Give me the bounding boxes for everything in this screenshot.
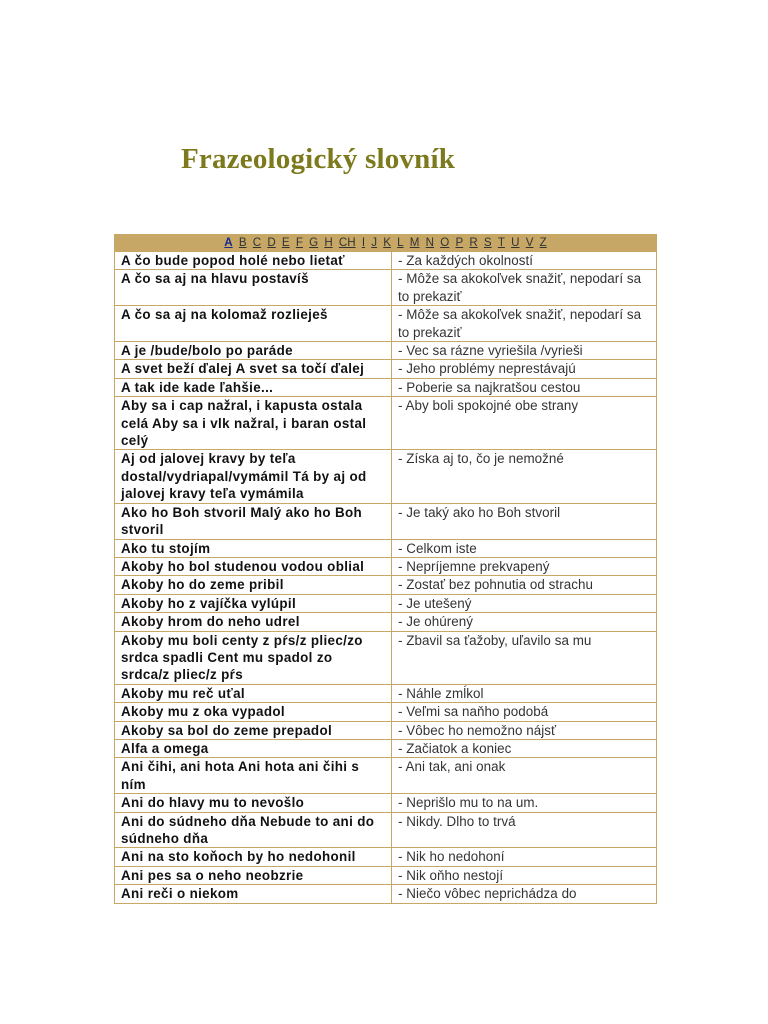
- phrase-cell: A tak ide kade ľahšie...: [115, 378, 392, 396]
- letter-link-ch[interactable]: CH: [338, 236, 356, 249]
- letter-link-l[interactable]: L: [397, 236, 404, 249]
- letter-link-c[interactable]: C: [252, 236, 262, 249]
- meaning-cell: - Vôbec ho nemožno nájsť: [392, 721, 657, 739]
- phrase-cell: Akoby ho bol studenou vodou oblial: [115, 557, 392, 575]
- table-row: [115, 594, 657, 612]
- table-row: [115, 739, 657, 757]
- phrase-cell: Alfa a omega: [115, 739, 392, 757]
- letter-link-p[interactable]: P: [455, 236, 464, 249]
- letter-link-n[interactable]: N: [425, 236, 435, 249]
- table-row: [115, 794, 657, 812]
- letter-link-u[interactable]: U: [511, 236, 520, 249]
- phrase-cell: A je /bude/bolo po paráde: [115, 342, 392, 360]
- letter-link-k[interactable]: K: [383, 236, 391, 249]
- letter-link-z[interactable]: Z: [539, 236, 547, 249]
- phrase-cell: Ani na sto koňoch by ho nedohonil: [115, 848, 392, 866]
- table-row: [115, 812, 657, 848]
- meaning-cell: - Nepríjemne prekvapený: [392, 557, 657, 575]
- meaning-cell: - Neprišlo mu to na um.: [392, 794, 657, 812]
- meaning-cell: - Náhle zmĺkol: [392, 684, 657, 702]
- meaning-cell: - Vec sa rázne vyriešila /vyrieši: [392, 342, 657, 360]
- phrase-cell: Ako ho Boh stvoril Malý ako ho Boh stvoril: [115, 503, 392, 539]
- table-row: [115, 450, 657, 503]
- table-row: [115, 539, 657, 557]
- letter-link-s[interactable]: S: [483, 236, 492, 249]
- page-title: Frazeologický slovník: [181, 143, 456, 175]
- phrase-cell: Ani pes sa o neho neobzrie: [115, 866, 392, 884]
- letter-link-a[interactable]: A: [224, 236, 233, 249]
- meaning-cell: - Nik ho nedohoní: [392, 848, 657, 866]
- meaning-cell: - Celkom iste: [392, 539, 657, 557]
- meaning-cell: - Získa aj to, čo je nemožné: [392, 450, 657, 503]
- phrase-cell: Aby sa i cap nažral, i kapusta ostala celá Aby sa i vlk nažral, i baran ostal celý: [115, 397, 392, 450]
- table-row: [115, 848, 657, 866]
- table-row: [115, 557, 657, 575]
- phrase-cell: A svet beží ďalej A svet sa točí ďalej: [115, 360, 392, 378]
- letter-link-b[interactable]: B: [238, 236, 247, 249]
- meaning-cell: - Veľmi sa naňho podobá: [392, 703, 657, 721]
- phrase-cell: Akoby hrom do neho udrel: [115, 613, 392, 631]
- meaning-cell: - Aby boli spokojné obe strany: [392, 397, 657, 450]
- phrase-cell: Ani do hlavy mu to nevošlo: [115, 794, 392, 812]
- meaning-cell: - Začiatok a koniec: [392, 739, 657, 757]
- meaning-cell: - Niečo vôbec neprichádza do: [392, 885, 657, 903]
- table-row: [115, 703, 657, 721]
- meaning-cell: - Je taký ako ho Boh stvoril: [392, 503, 657, 539]
- meaning-cell: - Nik oňho nestojí: [392, 866, 657, 884]
- meaning-cell: - Ani tak, ani onak: [392, 758, 657, 794]
- letter-link-f[interactable]: F: [295, 236, 303, 249]
- phrase-table: [114, 234, 657, 904]
- meaning-cell: - Môže sa akokoľvek snažiť, nepodarí sa to prekaziť: [392, 306, 657, 342]
- table-row: [115, 721, 657, 739]
- letter-link-g[interactable]: G: [309, 236, 319, 249]
- meaning-cell: - Zostať bez pohnutia od strachu: [392, 576, 657, 594]
- table-row: [115, 378, 657, 396]
- meaning-cell: - Poberie sa najkratšou cestou: [392, 378, 657, 396]
- phrase-cell: Aj od jalovej kravy by teľa dostal/vydriapal/vymámil Tá by aj od jalovej kravy teľa vymámila: [115, 450, 392, 503]
- phrase-cell: Akoby mu reč uťal: [115, 684, 392, 702]
- meaning-cell: - Zbavil sa ťažoby, uľavilo sa mu: [392, 631, 657, 684]
- table-row: [115, 576, 657, 594]
- phrase-cell: Ako tu stojím: [115, 539, 392, 557]
- phrase-cell: Akoby ho do zeme pribil: [115, 576, 392, 594]
- phrase-cell: Akoby sa bol do zeme prepadol: [115, 721, 392, 739]
- meaning-cell: - Jeho problémy neprestávajú: [392, 360, 657, 378]
- phrase-cell: A čo sa aj na hlavu postavíš: [115, 270, 392, 306]
- table-row: [115, 503, 657, 539]
- letter-link-o[interactable]: O: [440, 236, 450, 249]
- letter-link-j[interactable]: J: [371, 236, 378, 249]
- table-row: [115, 885, 657, 903]
- table-row: [115, 613, 657, 631]
- phrase-cell: Akoby mu boli centy z pŕs/z pliec/zo srdca spadli Cent mu spadol zo srdca/z pliec/z pŕs: [115, 631, 392, 684]
- table-row: [115, 684, 657, 702]
- phrase-cell: A čo sa aj na kolomaž rozlieješ: [115, 306, 392, 342]
- phrase-cell: Akoby mu z oka vypadol: [115, 703, 392, 721]
- table-row: [115, 631, 657, 684]
- letter-link-e[interactable]: E: [281, 236, 290, 249]
- table-row: [115, 306, 657, 342]
- alphabet-nav: [115, 235, 657, 252]
- meaning-cell: - Je ohúrený: [392, 613, 657, 631]
- phrase-cell: Ani reči o niekom: [115, 885, 392, 903]
- meaning-cell: - Nikdy. Dlho to trvá: [392, 812, 657, 848]
- meaning-cell: - Môže sa akokoľvek snažiť, nepodarí sa to prekaziť: [392, 270, 657, 306]
- table-row: [115, 360, 657, 378]
- meaning-cell: - Je utešený: [392, 594, 657, 612]
- phrase-cell: A čo bude popod holé nebo lietať: [115, 252, 392, 270]
- table-row: [115, 252, 657, 270]
- phrase-cell: Ani do súdneho dňa Nebude to ani do súdneho dňa: [115, 812, 392, 848]
- phrase-cell: Ani čihi, ani hota Ani hota ani čihi s ním: [115, 758, 392, 794]
- phrase-cell: Akoby ho z vajíčka vylúpil: [115, 594, 392, 612]
- letter-link-h[interactable]: H: [324, 236, 333, 249]
- letter-link-v[interactable]: V: [525, 236, 534, 249]
- table-row: [115, 758, 657, 794]
- letter-link-i[interactable]: I: [361, 236, 366, 249]
- meaning-cell: - Za každých okolností: [392, 252, 657, 270]
- letter-link-d[interactable]: D: [267, 236, 276, 249]
- table-row: [115, 342, 657, 360]
- table-row: [115, 397, 657, 450]
- alphabet-nav-row: [115, 235, 657, 252]
- letter-link-t[interactable]: T: [497, 236, 505, 249]
- letter-link-m[interactable]: M: [409, 236, 420, 249]
- table-row: [115, 866, 657, 884]
- table-row: [115, 270, 657, 306]
- letter-link-r[interactable]: R: [469, 236, 478, 249]
